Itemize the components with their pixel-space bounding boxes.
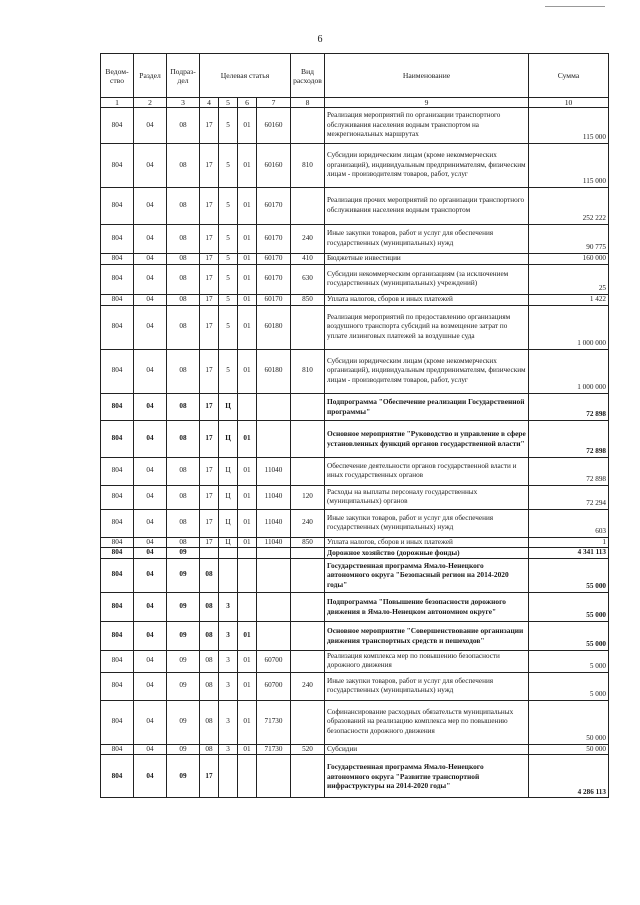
- vedomstvo-cell: 804: [101, 650, 134, 672]
- subprogram-code-cell: 5: [219, 349, 238, 393]
- program-code-cell: 17: [200, 457, 219, 485]
- podrazdel-cell: 08: [167, 349, 200, 393]
- razdel-cell: 04: [134, 755, 167, 798]
- podrazdel-cell: 09: [167, 755, 200, 798]
- podrazdel-cell: 08: [167, 509, 200, 537]
- header-row: [101, 54, 609, 98]
- header-summa: Сумма: [529, 54, 609, 98]
- subprogram-code-cell: 5: [219, 264, 238, 294]
- name-cell: Расходы на выплаты персоналу государственных (муниципальных) органов: [325, 485, 529, 509]
- expense-type-cell: 520: [291, 744, 325, 755]
- vedomstvo-cell: 804: [101, 225, 134, 254]
- vedomstvo-cell: 804: [101, 621, 134, 650]
- expense-type-cell: [291, 393, 325, 420]
- event-code-cell: 01: [238, 420, 257, 457]
- expense-type-cell: 240: [291, 509, 325, 537]
- program-code-cell: 17: [200, 349, 219, 393]
- direction-code-cell: 60170: [257, 188, 291, 225]
- direction-code-cell: 11040: [257, 485, 291, 509]
- table-body: [101, 108, 609, 798]
- name-cell: Государственная программа Ямало-Ненецкого автономного округа "Развитие транспортной инфраструктуры на 2014-2020 годы": [325, 755, 529, 798]
- header-vedomstvo: Ведом-ство: [101, 54, 134, 98]
- podrazdel-cell: 08: [167, 188, 200, 225]
- name-cell: Обеспечение деятельности органов государственной власти и иных государственных органов: [325, 457, 529, 485]
- table-row: [101, 420, 609, 457]
- column-number: 3: [167, 98, 200, 108]
- program-code-cell: 17: [200, 225, 219, 254]
- podrazdel-cell: 08: [167, 264, 200, 294]
- expense-type-cell: 120: [291, 485, 325, 509]
- expense-type-cell: [291, 700, 325, 744]
- razdel-cell: 04: [134, 393, 167, 420]
- name-cell: Реализация комплекса мер по повышению безопасности дорожного движения: [325, 650, 529, 672]
- column-number: 1: [101, 98, 134, 108]
- event-code-cell: [238, 393, 257, 420]
- event-code-cell: 01: [238, 650, 257, 672]
- event-code-cell: 01: [238, 485, 257, 509]
- direction-code-cell: 60160: [257, 108, 291, 144]
- program-code-cell: 08: [200, 592, 219, 621]
- expense-type-cell: 630: [291, 264, 325, 294]
- sum-cell: 72 294: [529, 485, 609, 509]
- name-cell: Субсидии: [325, 744, 529, 755]
- razdel-cell: 04: [134, 144, 167, 188]
- vedomstvo-cell: 804: [101, 254, 134, 265]
- podrazdel-cell: 08: [167, 305, 200, 349]
- sum-cell: 1: [529, 537, 609, 548]
- vedomstvo-cell: 804: [101, 264, 134, 294]
- razdel-cell: 04: [134, 485, 167, 509]
- name-cell: Реализация мероприятий по организации транспортного обслуживания населения водным транспортом на межрегиональных маршрутах: [325, 108, 529, 144]
- program-code-cell: 08: [200, 672, 219, 700]
- event-code-cell: 01: [238, 264, 257, 294]
- program-code-cell: 17: [200, 144, 219, 188]
- page-number: 6: [317, 34, 323, 45]
- direction-code-cell: [257, 393, 291, 420]
- table-row: [101, 294, 609, 305]
- sum-cell: 252 222: [529, 188, 609, 225]
- name-cell: Софинансирование расходных обязательств муниципальных образований на реализацию комплекса мер по повышению безопасности дорожного движения: [325, 700, 529, 744]
- sum-cell: 72 898: [529, 420, 609, 457]
- expense-type-cell: 850: [291, 537, 325, 548]
- razdel-cell: 04: [134, 264, 167, 294]
- name-cell: Подпрограмма "Повышение безопасности дорожного движения в Ямало-Ненецком автономном округе": [325, 592, 529, 621]
- expense-type-cell: [291, 621, 325, 650]
- sum-cell: 115 000: [529, 108, 609, 144]
- event-code-cell: 01: [238, 700, 257, 744]
- program-code-cell: 17: [200, 188, 219, 225]
- subprogram-code-cell: Ц: [219, 457, 238, 485]
- name-cell: Иные закупки товаров, работ и услуг для обеспечения государственных (муниципальных) нужд: [325, 672, 529, 700]
- program-code-cell: 17: [200, 264, 219, 294]
- sum-cell: 4 341 113: [529, 548, 609, 559]
- name-cell: Подпрограмма "Обеспечение реализации Государственной программы": [325, 393, 529, 420]
- column-number: 2: [134, 98, 167, 108]
- direction-code-cell: [257, 558, 291, 592]
- razdel-cell: 04: [134, 420, 167, 457]
- vedomstvo-cell: 804: [101, 558, 134, 592]
- subprogram-code-cell: 5: [219, 144, 238, 188]
- sum-cell: 55 000: [529, 558, 609, 592]
- podrazdel-cell: 09: [167, 744, 200, 755]
- razdel-cell: 04: [134, 744, 167, 755]
- column-number-row: [101, 98, 609, 108]
- name-cell: Субсидии некоммерческим организациям (за исключением государственных (муниципальных) учреждений): [325, 264, 529, 294]
- top-rule: [545, 6, 605, 7]
- podrazdel-cell: 08: [167, 108, 200, 144]
- sum-cell: 160 000: [529, 254, 609, 265]
- direction-code-cell: 11040: [257, 509, 291, 537]
- sum-cell: 90 775: [529, 225, 609, 254]
- sum-cell: 55 000: [529, 621, 609, 650]
- podrazdel-cell: 08: [167, 537, 200, 548]
- table-row: [101, 188, 609, 225]
- podrazdel-cell: 08: [167, 393, 200, 420]
- sum-cell: 603: [529, 509, 609, 537]
- subprogram-code-cell: 3: [219, 621, 238, 650]
- subprogram-code-cell: 5: [219, 254, 238, 265]
- razdel-cell: 04: [134, 621, 167, 650]
- vedomstvo-cell: 804: [101, 537, 134, 548]
- sum-cell: 72 898: [529, 393, 609, 420]
- podrazdel-cell: 09: [167, 558, 200, 592]
- vedomstvo-cell: 804: [101, 393, 134, 420]
- event-code-cell: 01: [238, 621, 257, 650]
- direction-code-cell: [257, 592, 291, 621]
- subprogram-code-cell: Ц: [219, 420, 238, 457]
- vedomstvo-cell: 804: [101, 420, 134, 457]
- subprogram-code-cell: [219, 755, 238, 798]
- event-code-cell: 01: [238, 254, 257, 265]
- razdel-cell: 04: [134, 548, 167, 559]
- name-cell: Реализация мероприятий по предоставлению организациям воздушного транспорта субсидий на возмещение затрат по уплате лизинговых платежей за воздушные суда: [325, 305, 529, 349]
- vedomstvo-cell: 804: [101, 485, 134, 509]
- direction-code-cell: 60700: [257, 650, 291, 672]
- podrazdel-cell: 09: [167, 650, 200, 672]
- table-row: [101, 537, 609, 548]
- subprogram-code-cell: Ц: [219, 393, 238, 420]
- expense-type-cell: [291, 592, 325, 621]
- razdel-cell: 04: [134, 294, 167, 305]
- razdel-cell: 04: [134, 225, 167, 254]
- expense-type-cell: [291, 108, 325, 144]
- razdel-cell: 04: [134, 558, 167, 592]
- direction-code-cell: [257, 755, 291, 798]
- program-code-cell: 17: [200, 108, 219, 144]
- name-cell: Реализация прочих мероприятий по организации транспортного обслуживания населения водным транспортом: [325, 188, 529, 225]
- direction-code-cell: 60170: [257, 264, 291, 294]
- table-row: [101, 509, 609, 537]
- expense-type-cell: [291, 420, 325, 457]
- razdel-cell: 04: [134, 254, 167, 265]
- event-code-cell: 01: [238, 108, 257, 144]
- program-code-cell: 17: [200, 537, 219, 548]
- subprogram-code-cell: 3: [219, 592, 238, 621]
- vedomstvo-cell: 804: [101, 700, 134, 744]
- podrazdel-cell: 08: [167, 225, 200, 254]
- table-row: [101, 144, 609, 188]
- event-code-cell: 01: [238, 744, 257, 755]
- table-row: [101, 264, 609, 294]
- event-code-cell: 01: [238, 509, 257, 537]
- razdel-cell: 04: [134, 650, 167, 672]
- subprogram-code-cell: 3: [219, 650, 238, 672]
- program-code-cell: 08: [200, 621, 219, 650]
- header-celevaya-statya: Целевая статья: [200, 54, 291, 98]
- event-code-cell: 01: [238, 672, 257, 700]
- vedomstvo-cell: 804: [101, 305, 134, 349]
- sum-cell: 115 000: [529, 144, 609, 188]
- podrazdel-cell: 08: [167, 457, 200, 485]
- sum-cell: 1 422: [529, 294, 609, 305]
- expense-type-cell: 850: [291, 294, 325, 305]
- direction-code-cell: 11040: [257, 537, 291, 548]
- name-cell: Субсидии юридическим лицам (кроме некоммерческих организаций), индивидуальным предпринимателям, физическим лицам - производителям товаров, работ, услуг: [325, 349, 529, 393]
- table-row: [101, 225, 609, 254]
- table-row: [101, 672, 609, 700]
- column-number: 6: [238, 98, 257, 108]
- program-code-cell: 17: [200, 420, 219, 457]
- direction-code-cell: 60700: [257, 672, 291, 700]
- program-code-cell: 08: [200, 558, 219, 592]
- sum-cell: 5 000: [529, 672, 609, 700]
- header-razdel: Раздел: [134, 54, 167, 98]
- direction-code-cell: 60180: [257, 305, 291, 349]
- name-cell: Субсидии юридическим лицам (кроме некоммерческих организаций), индивидуальным предпринимателям, физическим лицам - производителям товаров, работ, услуг: [325, 144, 529, 188]
- program-code-cell: 17: [200, 393, 219, 420]
- event-code-cell: [238, 558, 257, 592]
- table-row: [101, 558, 609, 592]
- expense-type-cell: [291, 558, 325, 592]
- podrazdel-cell: 08: [167, 420, 200, 457]
- sum-cell: 1 000 000: [529, 305, 609, 349]
- podrazdel-cell: 08: [167, 294, 200, 305]
- table-row: [101, 485, 609, 509]
- name-cell: Иные закупки товаров, работ и услуг для обеспечения государственных (муниципальных) нужд: [325, 225, 529, 254]
- vedomstvo-cell: 804: [101, 188, 134, 225]
- subprogram-code-cell: [219, 548, 238, 559]
- program-code-cell: [200, 548, 219, 559]
- table-row: [101, 254, 609, 265]
- direction-code-cell: [257, 548, 291, 559]
- direction-code-cell: 60160: [257, 144, 291, 188]
- name-cell: Иные закупки товаров, работ и услуг для обеспечения государственных (муниципальных) нужд: [325, 509, 529, 537]
- razdel-cell: 04: [134, 592, 167, 621]
- subprogram-code-cell: Ц: [219, 509, 238, 537]
- direction-code-cell: 71730: [257, 700, 291, 744]
- name-cell: Уплата налогов, сборов и иных платежей: [325, 537, 529, 548]
- column-number: 9: [325, 98, 529, 108]
- razdel-cell: 04: [134, 700, 167, 744]
- razdel-cell: 04: [134, 349, 167, 393]
- expense-type-cell: [291, 188, 325, 225]
- expense-type-cell: 240: [291, 672, 325, 700]
- table-row: [101, 108, 609, 144]
- sum-cell: 55 000: [529, 592, 609, 621]
- program-code-cell: 17: [200, 254, 219, 265]
- column-number: 8: [291, 98, 325, 108]
- table-row: [101, 700, 609, 744]
- podrazdel-cell: 09: [167, 621, 200, 650]
- subprogram-code-cell: 5: [219, 225, 238, 254]
- expense-type-cell: [291, 548, 325, 559]
- column-number: 10: [529, 98, 609, 108]
- program-code-cell: 08: [200, 744, 219, 755]
- name-cell: Бюджетные инвестиции: [325, 254, 529, 265]
- subprogram-code-cell: 5: [219, 294, 238, 305]
- subprogram-code-cell: 5: [219, 188, 238, 225]
- event-code-cell: 01: [238, 144, 257, 188]
- name-cell: Дорожное хозяйство (дорожные фонды): [325, 548, 529, 559]
- sum-cell: 5 000: [529, 650, 609, 672]
- direction-code-cell: 11040: [257, 457, 291, 485]
- subprogram-code-cell: 3: [219, 744, 238, 755]
- vedomstvo-cell: 804: [101, 548, 134, 559]
- event-code-cell: 01: [238, 294, 257, 305]
- event-code-cell: 01: [238, 188, 257, 225]
- vedomstvo-cell: 804: [101, 144, 134, 188]
- name-cell: Государственная программа Ямало-Ненецкого автономного округа "Безопасный регион на 2014-2020 годы": [325, 558, 529, 592]
- budget-table: [100, 53, 609, 798]
- razdel-cell: 04: [134, 537, 167, 548]
- program-code-cell: 08: [200, 650, 219, 672]
- razdel-cell: 04: [134, 457, 167, 485]
- direction-code-cell: 60180: [257, 349, 291, 393]
- razdel-cell: 04: [134, 188, 167, 225]
- expense-type-cell: [291, 755, 325, 798]
- expense-type-cell: [291, 305, 325, 349]
- direction-code-cell: 60170: [257, 254, 291, 265]
- event-code-cell: 01: [238, 225, 257, 254]
- subprogram-code-cell: Ц: [219, 485, 238, 509]
- header-podrazdel: Подраз-дел: [167, 54, 200, 98]
- subprogram-code-cell: 5: [219, 108, 238, 144]
- event-code-cell: 01: [238, 457, 257, 485]
- subprogram-code-cell: 3: [219, 672, 238, 700]
- razdel-cell: 04: [134, 305, 167, 349]
- sum-cell: 25: [529, 264, 609, 294]
- vedomstvo-cell: 804: [101, 509, 134, 537]
- expense-type-cell: [291, 650, 325, 672]
- expense-type-cell: [291, 457, 325, 485]
- program-code-cell: 17: [200, 485, 219, 509]
- table-row: [101, 592, 609, 621]
- subprogram-code-cell: Ц: [219, 537, 238, 548]
- table-row: [101, 457, 609, 485]
- razdel-cell: 04: [134, 108, 167, 144]
- vedomstvo-cell: 804: [101, 672, 134, 700]
- vedomstvo-cell: 804: [101, 294, 134, 305]
- podrazdel-cell: 08: [167, 254, 200, 265]
- podrazdel-cell: 09: [167, 592, 200, 621]
- expense-type-cell: 810: [291, 349, 325, 393]
- razdel-cell: 04: [134, 672, 167, 700]
- column-number: 4: [200, 98, 219, 108]
- podrazdel-cell: 08: [167, 144, 200, 188]
- program-code-cell: 17: [200, 755, 219, 798]
- direction-code-cell: 71730: [257, 744, 291, 755]
- podrazdel-cell: 09: [167, 672, 200, 700]
- expense-type-cell: 240: [291, 225, 325, 254]
- table-row: [101, 650, 609, 672]
- podrazdel-cell: 09: [167, 700, 200, 744]
- vedomstvo-cell: 804: [101, 744, 134, 755]
- column-number: 5: [219, 98, 238, 108]
- vedomstvo-cell: 804: [101, 457, 134, 485]
- program-code-cell: 17: [200, 305, 219, 349]
- table-row: [101, 393, 609, 420]
- vedomstvo-cell: 804: [101, 755, 134, 798]
- vedomstvo-cell: 804: [101, 108, 134, 144]
- program-code-cell: 17: [200, 294, 219, 305]
- program-code-cell: 17: [200, 509, 219, 537]
- direction-code-cell: 60170: [257, 225, 291, 254]
- vedomstvo-cell: 804: [101, 592, 134, 621]
- sum-cell: 4 286 113: [529, 755, 609, 798]
- subprogram-code-cell: 5: [219, 305, 238, 349]
- subprogram-code-cell: [219, 558, 238, 592]
- sum-cell: 1 000 000: [529, 349, 609, 393]
- header-naimenovanie: Наименование: [325, 54, 529, 98]
- table-row: [101, 755, 609, 798]
- event-code-cell: [238, 755, 257, 798]
- direction-code-cell: 60170: [257, 294, 291, 305]
- table-row: [101, 548, 609, 559]
- podrazdel-cell: 08: [167, 485, 200, 509]
- razdel-cell: 04: [134, 509, 167, 537]
- vedomstvo-cell: 804: [101, 349, 134, 393]
- sum-cell: 50 000: [529, 744, 609, 755]
- expense-type-cell: 410: [291, 254, 325, 265]
- column-number: 7: [257, 98, 291, 108]
- table-row: [101, 305, 609, 349]
- direction-code-cell: [257, 621, 291, 650]
- program-code-cell: 08: [200, 700, 219, 744]
- event-code-cell: 01: [238, 537, 257, 548]
- podrazdel-cell: 09: [167, 548, 200, 559]
- sum-cell: 72 898: [529, 457, 609, 485]
- name-cell: Основное мероприятие "Руководство и управление в сфере установленных функций органов государственной власти": [325, 420, 529, 457]
- table-row: [101, 349, 609, 393]
- name-cell: Уплата налогов, сборов и иных платежей: [325, 294, 529, 305]
- sum-cell: 50 000: [529, 700, 609, 744]
- event-code-cell: 01: [238, 349, 257, 393]
- name-cell: Основное мероприятие "Совершенствование организации движения транспортных средств и пешеходов": [325, 621, 529, 650]
- table-row: [101, 621, 609, 650]
- event-code-cell: [238, 592, 257, 621]
- subprogram-code-cell: 3: [219, 700, 238, 744]
- event-code-cell: 01: [238, 305, 257, 349]
- header-vid-rashodov: Вид расходов: [291, 54, 325, 98]
- table-row: [101, 744, 609, 755]
- event-code-cell: [238, 548, 257, 559]
- expense-type-cell: 810: [291, 144, 325, 188]
- direction-code-cell: [257, 420, 291, 457]
